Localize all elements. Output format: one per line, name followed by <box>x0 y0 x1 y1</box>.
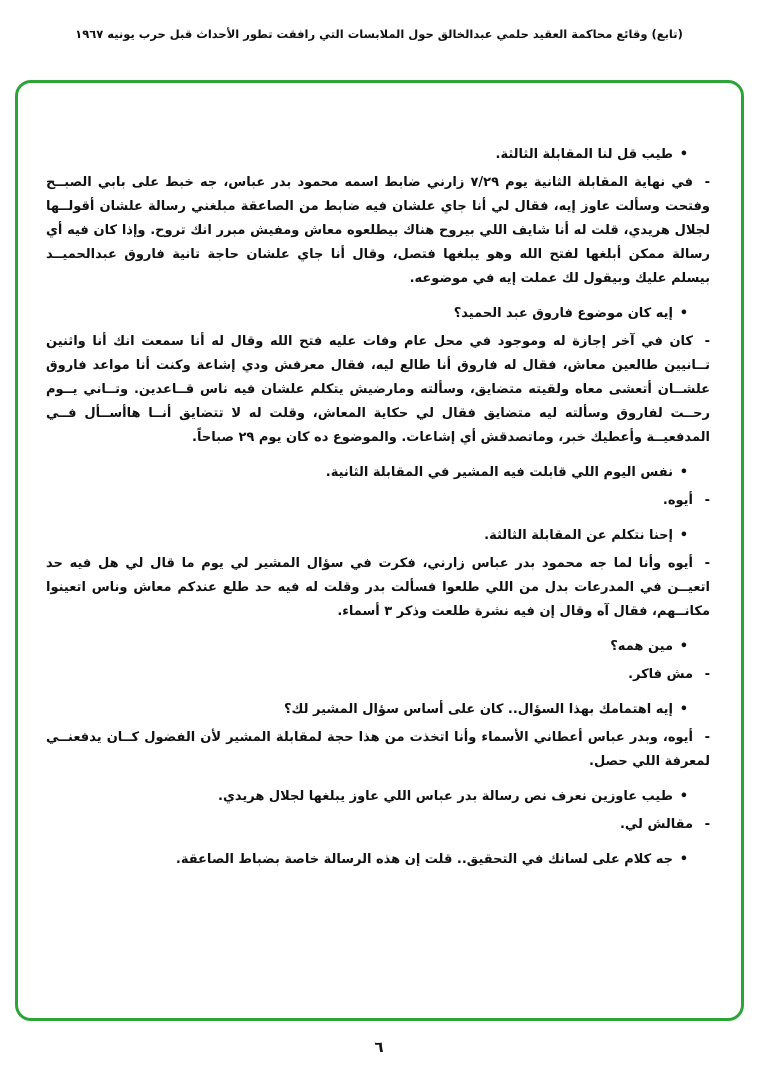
bullet-icon: • <box>679 147 688 162</box>
item-text: إيه كان موضوع فاروق عبد الحميد؟ <box>453 306 673 321</box>
dash-icon: - <box>704 175 710 190</box>
bullet-icon: • <box>679 528 688 543</box>
item-text: إحنا نتكلم عن المقابلة الثالثة. <box>484 528 673 543</box>
bullet-icon: • <box>679 465 688 480</box>
question-item <box>46 461 688 485</box>
item-text: أيوه، وبدر عباس أعطاني الأسماء وأنا اتخذت من هذا حجة لمقابلة المشير لأن الفضول كــان يدفعنــي لمعرفة اللي حصل. <box>46 730 710 769</box>
item-text: جه كلام على لسانك في التحقيق.. قلت إن هذه الرسالة خاصة بضباط الصاعقة. <box>175 852 673 867</box>
question-item <box>46 848 688 872</box>
answer-item <box>46 552 710 624</box>
item-text: نفس اليوم اللي قابلت فيه المشير في المقابلة الثانية. <box>325 465 673 480</box>
question-item <box>46 635 688 659</box>
question-item <box>46 302 688 326</box>
answer-item <box>46 813 710 837</box>
header-title: (تابع) وقائع محاكمة العقيد حلمي عبدالخالق حول الملابسات التي رافقت تطور الأحداث قبل حرب يونيه ١٩٦٧ <box>75 27 683 41</box>
item-text: مش فاكر. <box>628 667 693 682</box>
question-item <box>46 524 688 548</box>
dash-icon: - <box>704 334 710 349</box>
answer-item <box>46 489 710 513</box>
question-item <box>46 143 688 167</box>
dash-icon: - <box>704 730 710 745</box>
item-text: أيوه. <box>662 493 693 508</box>
dash-icon: - <box>704 667 710 682</box>
bullet-icon: • <box>679 306 688 321</box>
dash-icon: - <box>704 493 710 508</box>
bullet-icon: • <box>679 639 688 654</box>
item-text: في نهاية المقابلة الثانية يوم ٧/٢٩ زارني ضابط اسمه محمود بدر عباس، جه خبط على بابي الصبــح وفتحت وسألت عاوز إيه، فقال لي أنا جاي علشان فيه ضابط من الصاعقة مبلغني رسالة علشان أقولــها لجلال هريدي، قلت له أنا شايف اللي بيروح هناك بيطلعوه معاش ومفيش مبرر انك تروح. وإذا كان فيه أي رسالة ممكن أبلغها لفتح الله وهو يبلغها فتصل، وقال أنا جاي علشان حاجة تانية فاروق عبدالحميــد بيسلم عليك وبيقول لك عملت إيه في موضوعه. <box>46 175 710 286</box>
question-item <box>46 698 688 722</box>
item-text: إيه اهتمامك بهذا السؤال.. كان على أساس سؤال المشير لك؟ <box>283 702 673 717</box>
item-text: طيب قل لنا المقابلة الثالثة. <box>495 147 673 162</box>
bullet-icon: • <box>679 789 688 804</box>
answer-item <box>46 726 710 774</box>
page-number: ٦ <box>374 1038 384 1056</box>
answer-item <box>46 663 710 687</box>
item-text: طيب عاوزين نعرف نص رسالة بدر عباس اللي عاوز يبلغها لجلال هريدي. <box>218 789 673 804</box>
bullet-icon: • <box>679 702 688 717</box>
item-text: كان في آخر إجازة له وموجود في محل عام وفات عليه فتح الله وقال له أنا سمعت انك أنا واثنين تــانيين طالعين معاش، فقال له فاروق أنا طالع ليه، فقال معرفش ودي إشاعة وكنت أنا مواعد فاروق علشــان أتعشى معاه ولقيته متضايق، وسألته ومارضيش يتكلم علشان فيه ناس قــاعدين. وتــاني يــوم رحــت لفاروق وسألته ليه متضايق فقال لي حكاية المعاش، وقلت له لا تتضايق أنــا هاأســأل فــي المدفعيــة وأعطيك خبر، وماتصدقش أي إشاعات. والموضوع ده كان يوم ٢٩ صباحاً. <box>46 334 710 445</box>
dash-icon: - <box>704 556 710 571</box>
item-text: مين همه؟ <box>610 639 673 654</box>
transcript-list <box>46 132 710 876</box>
item-text: أيوه وأنا لما جه محمود بدر عباس زارني، فكرت في سؤال المشير لي يوم ما قال لي هل فيه حد اتعيــن في المدرعات بدل من اللي طلعوا فسألت بدر وقلت له فيه حد طلع عندكم معاش وناس اتعينوا مكانــهم، فقال آه وقال إن فيه نشرة طلعت وذكر ٣ أسماء. <box>46 556 710 619</box>
item-text: مقالش لي. <box>619 817 693 832</box>
dash-icon: - <box>704 817 710 832</box>
question-item <box>46 785 688 809</box>
bullet-icon: • <box>679 852 688 867</box>
answer-item <box>46 330 710 450</box>
answer-item <box>46 171 710 291</box>
